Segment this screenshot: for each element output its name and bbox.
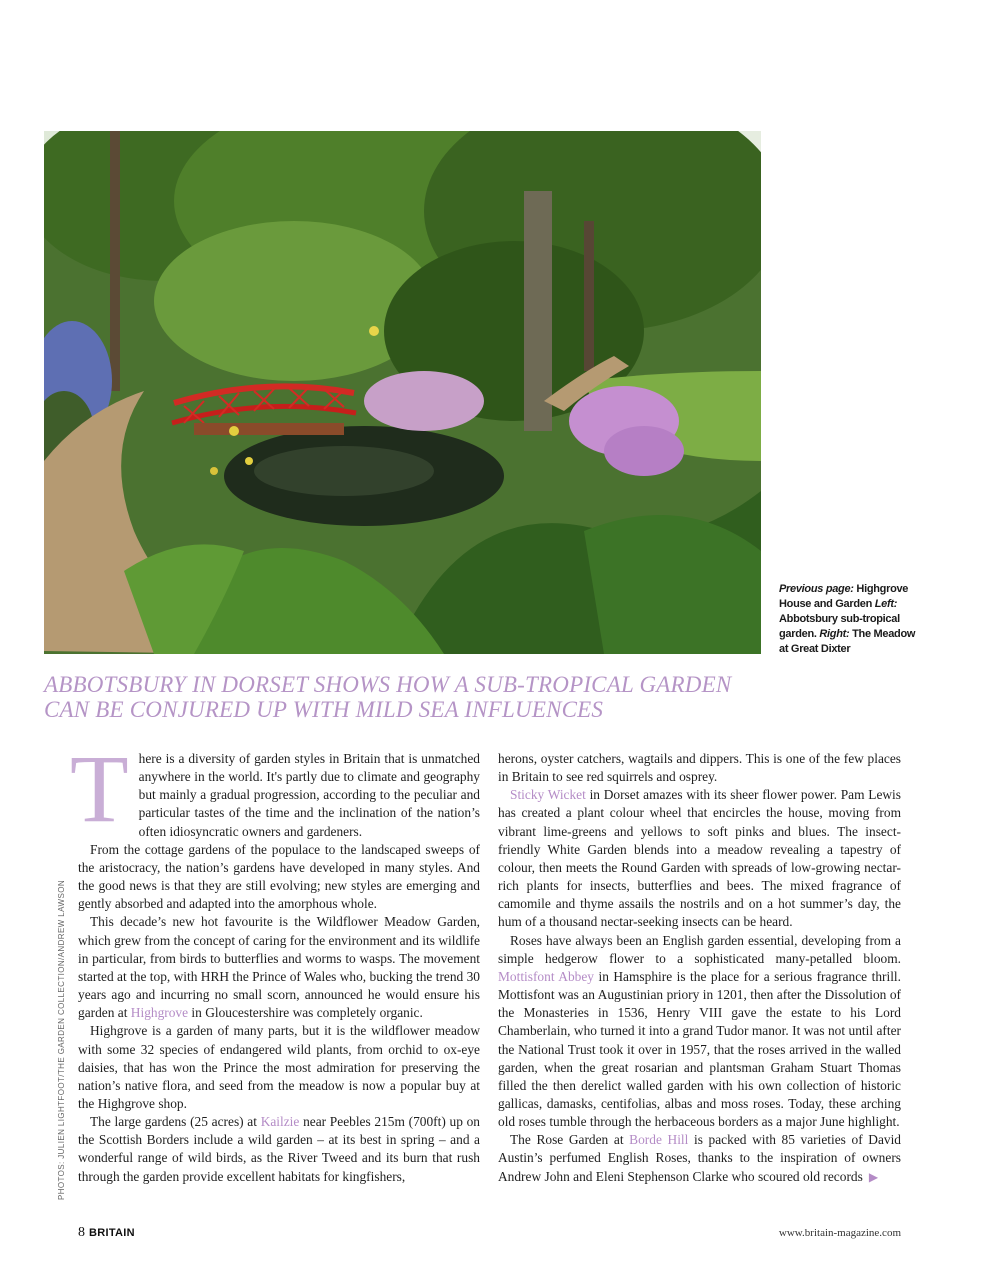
paragraph-text: in Gloucestershire was completely organic.: [188, 1005, 423, 1021]
photo-credit: PHOTOS: JULIEN LIGHTFOOT/THE GARDEN COLLECTION/ANDREW LAWSON: [57, 879, 66, 1200]
paragraph-text: here is a diversity of garden styles in Britain that is unmatched anywhere in the world. It's partly due to climate and geography but mainly a gradual progression, according to the peculiar and particular tastes of the time and the inclination of the nation’s often idiosyncratic owners and gardeners.: [138, 751, 480, 839]
article-paragraph: herons, oyster catchers, wagtails and dippers. This is one of the few places in Britain to see red squirrels and osprey.: [498, 751, 901, 785]
caption-right-text: The Meadow at Great Dixter: [779, 628, 916, 655]
article-paragraph: [498, 786, 901, 931]
article-paragraph: [78, 913, 480, 1022]
paragraph-text: The Rose Garden at: [510, 1132, 630, 1148]
mottisfont-abbey-link[interactable]: Mottisfont Abbey: [498, 968, 594, 984]
caption-left-text: Abbotsbury sub-tropical garden.: [779, 613, 900, 640]
article-paragraph: [78, 1113, 480, 1186]
paragraph-text: in Dorset amazes with its sheer flower power. Pam Lewis has created a plant colour wheel that encircles the house, moving from vibrant lime-greens and yellows to soft pinks and blues. The insect-friendly White Garden blends into a meadow revealing a tapestry of colour, then meets the Round Garden with spreads of low-growing nectar-rich plants for insects, butterflies and bees. The mixed fragrance of camomile and thyme assails the nostrils and on a hot summer’s day, the hum of a thousand nectar-seeking insects can be heard.: [498, 787, 901, 930]
sticky-wicket-link[interactable]: Sticky Wicket: [510, 787, 586, 803]
page-footer-left: [78, 1225, 135, 1241]
magazine-name: BRITAIN: [89, 1227, 135, 1239]
paragraph-text: Roses have always been an English garden essential, developing from a simple hedgerow flower to a sophisticated many-petalled bloom.: [498, 932, 901, 966]
article-paragraph: Highgrove is a garden of many parts, but it is the wildflower meadow with some 32 species of endangered wild plants, from orchid to ox-eye daisies, that has won the Prince the most admiration for preserving the nation’s native flora, and seed from the meadow is now a popular buy at the Highgrove shop.: [78, 1023, 480, 1111]
highgrove-link[interactable]: Highgrove: [130, 1005, 189, 1021]
article-paragraph: [70, 735, 480, 842]
drop-cap: T: [70, 735, 129, 842]
page-number: 8: [78, 1225, 85, 1240]
article-column-left: [70, 735, 480, 1186]
caption-prev-label: Previous page:: [779, 583, 854, 595]
paragraph-text: is packed with 85 varieties of David Austin’s perfumed English Roses, thanks to the inspiration of owners Andrew John and Eleni Stephenson Clarke who scoured old records: [498, 1132, 902, 1184]
pull-quote: ABBOTSBURY IN DORSET SHOWS HOW A SUB-TROPICAL GARDEN CAN BE CONJURED UP WITH MILD SEA INFLUENCES: [44, 672, 732, 722]
kailzie-link[interactable]: Kailzie: [260, 1114, 300, 1130]
garden-scene-illustration: [44, 131, 761, 654]
article-paragraph: [498, 1131, 901, 1185]
photo-caption: [779, 582, 919, 657]
borde-hill-link[interactable]: Borde Hill: [629, 1132, 689, 1148]
garden-photo: [44, 131, 761, 654]
caption-prev-text: Highgrove House and Garden: [779, 583, 909, 610]
magazine-url[interactable]: www.britain-magazine.com: [778, 1227, 901, 1239]
continue-arrow-icon[interactable]: ▶: [868, 1169, 879, 1184]
article-paragraph: From the cottage gardens of the populace to the landscaped sweeps of the aristocracy, the nation’s gardens have developed in many styles. And the good news is that they are still evolving; new styles are emerging and gently absorbed and adapted into the amorphous whole.: [78, 841, 480, 912]
paragraph-text: The large gardens (25 acres) at: [90, 1114, 261, 1130]
paragraph-text: This decade’s new hot favourite is the Wildflower Meadow Garden, which grew from the concept of caring for the environment and its wildlife in particular, from birds to butterflies and worms to wasps. The movement started at the top, with HRH the Prince of Wales who, bucking the trend 30 years ago and incurring no small scorn, announced he would ensure his garden at: [78, 914, 480, 1021]
article-column-right: [498, 750, 901, 1186]
caption-right-label: Right:: [819, 628, 850, 640]
caption-left-label: Left:: [874, 598, 898, 610]
paragraph-text: near Peebles 215m (700ft) up on the Scottish Borders include a wild garden – at its best in spring – and a wonderful range of wild birds, as the River Tweed and its burn that rush through the garden provide excellent habitats for kingfishers,: [78, 1114, 480, 1184]
paragraph-text: in Hamsphire is the place for a serious fragrance thrill. Mottisfont was an Augustinian priory in 1201, then after the Dissolution of the Monasteries in 1536, Henry VIII gave the estate to his Lord Chamberlain, who turned it into a grand Tudor manor. It was not until after the National Trust took it over in 1957, that the roses arrived in the walled garden, when the great rosarian and plantsman Graham Stuart Thomas filled the then derelict walled garden with his own collection of historic gallicas, damasks, centifolias, albas and moss roses. Today, these arching old roses tumble through the herbaceous borders as a major June highlight.: [498, 968, 901, 1130]
article-paragraph: [498, 932, 901, 1132]
